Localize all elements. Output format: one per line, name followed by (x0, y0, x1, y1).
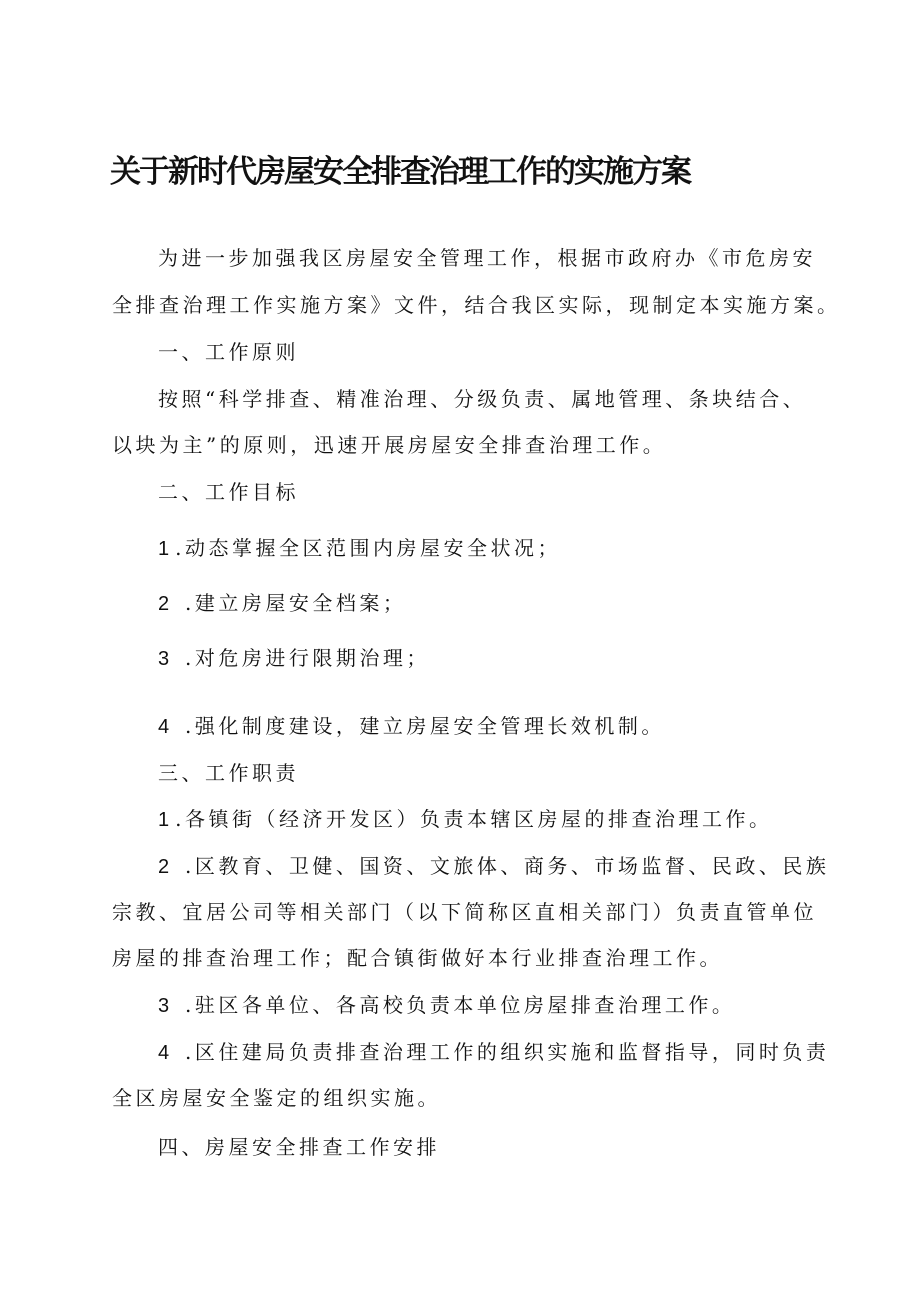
duty-item-3 (158, 992, 735, 1019)
goal-item-2-number: 2 (158, 593, 176, 615)
document-title: 关于新时代房屋安全排查治理工作的实施方案 (110, 154, 690, 190)
intro-line-1: 为进一步加强我区房屋安全管理工作，根据市政府办《市危房安 (158, 246, 816, 270)
goal-item-3-number: 3 (158, 648, 176, 670)
goal-item-4-text: .强化制度建设，建立房屋安全管理长效机制。 (175, 714, 665, 738)
section-4-heading: 四、房屋安全排查工作安排 (158, 1135, 440, 1159)
duty-item-1-text: .各镇街（经济开发区）负责本辖区房屋的排查治理工作。 (175, 807, 773, 831)
duty-item-1-number: 1 (158, 809, 176, 831)
goal-item-2-text: .建立房屋安全档案； (175, 591, 407, 615)
duty-item-2-number: 2 (158, 856, 176, 878)
section-2-heading: 二、工作目标 (158, 480, 299, 504)
duty-item-2-text: .区教育、卫健、国资、文旅体、商务、市场监督、民政、民族 (175, 854, 830, 878)
intro-line-2: 全排查治理工作实施方案》文件，结合我区实际，现制定本实施方案。 (112, 293, 841, 317)
duty-item-4-number: 4 (158, 1042, 176, 1064)
goal-item-1-number: 1 (158, 538, 176, 560)
section-1-line-2: 以块为主”的原则，迅速开展房屋安全排查治理工作。 (112, 433, 667, 457)
duty-item-2-line-3: 房屋的排查治理工作；配合镇街做好本行业排查治理工作。 (112, 946, 723, 970)
goal-item-2 (158, 590, 406, 617)
goal-item-4-number: 4 (158, 716, 176, 738)
duty-item-4-text: .区住建局负责排查治理工作的组织实施和监督指导，同时负责 (175, 1040, 830, 1064)
duty-item-4-line-2: 全区房屋安全鉴定的组织实施。 (112, 1086, 441, 1110)
goal-item-1 (158, 535, 561, 562)
goal-item-3 (158, 645, 430, 672)
goal-item-1-text: .动态掌握全区范围内房屋安全状况； (175, 536, 561, 560)
duty-item-2 (158, 853, 829, 880)
duty-item-3-number: 3 (158, 995, 176, 1017)
section-3-heading: 三、工作职责 (158, 761, 299, 785)
duty-item-2-line-2: 宗教、宜居公司等相关部门（以下简称区直相关部门）负责直管单位 (112, 900, 817, 924)
goal-item-3-text: .对危房进行限期治理； (175, 646, 430, 670)
duty-item-3-text: .驻区各单位、各高校负责本单位房屋排查治理工作。 (175, 993, 736, 1017)
section-1-line-1: 按照“科学排查、精准治理、分级负责、属地管理、条块结合、 (158, 387, 807, 411)
duty-item-4 (158, 1039, 829, 1066)
section-1-heading: 一、工作原则 (158, 340, 299, 364)
duty-item-1 (158, 806, 772, 833)
goal-item-4 (158, 713, 665, 740)
